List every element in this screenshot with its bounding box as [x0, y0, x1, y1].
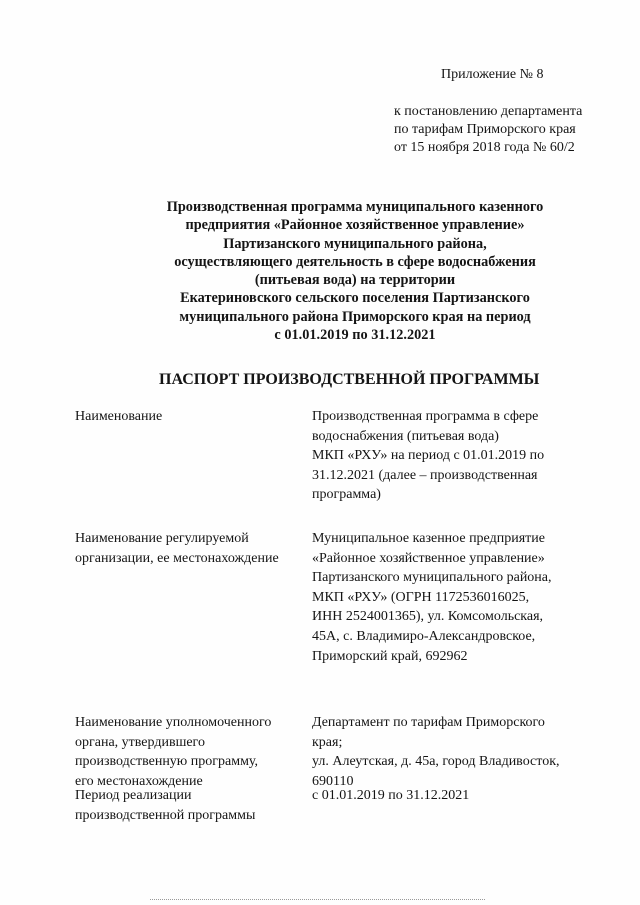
value-line: Муниципальное казенное предприятие	[312, 531, 545, 546]
value-line: ИНН 2524001365), ул. Комсомольская,	[312, 609, 544, 625]
label-line: Период реализации	[75, 788, 192, 803]
title-line: осуществляющего деятельность в сфере водоснабжения	[174, 253, 536, 270]
value-line: края;	[312, 734, 343, 750]
value-line: программа)	[312, 487, 381, 503]
appendix-number: Приложение № 8	[441, 67, 544, 82]
title-line: Екатериновского сельского поселения Партизанского	[180, 290, 530, 307]
page-cut-divider	[150, 899, 485, 902]
appendix-reference	[394, 103, 582, 157]
value-line: 690110	[312, 773, 354, 789]
reference-line: к постановлению департамента	[394, 104, 583, 119]
value-line: Департамент по тарифам Приморского	[312, 715, 545, 730]
reference-line: от 15 ноября 2018 года № 60/2	[394, 140, 575, 155]
value-line: водоснабжения (питьевая вода)	[312, 428, 499, 444]
title-line: Производственная программа муниципального казенного	[166, 199, 544, 215]
value-line: Партизанского муниципального района,	[312, 570, 552, 586]
value-line: Приморский край, 692962	[312, 648, 468, 664]
row-label	[75, 786, 305, 825]
label-line: его местонахождение	[75, 773, 203, 789]
title-line: с 01.01.2019 по 31.12.2021	[274, 327, 436, 344]
value-line: 45А, с. Владимиро-Александровское,	[312, 628, 536, 644]
label-line: организации, ее местонахождение	[75, 550, 279, 566]
row-value	[312, 529, 602, 666]
value-line: с 01.01.2019 по 31.12.2021	[312, 788, 470, 803]
value-line: МКП «РХУ» (ОГРН 1172536016025,	[312, 589, 530, 605]
label-line: производственной программы	[75, 807, 256, 823]
title-line: предприятия «Районное хозяйственное управление»	[185, 217, 525, 234]
document-title	[150, 198, 560, 344]
value-line: Производственная программа в сфере	[312, 409, 539, 424]
value-line: 31.12.2021 (далее – производственная	[312, 467, 538, 483]
value-line: «Районное хозяйственное управление»	[312, 550, 545, 566]
row-label	[75, 713, 305, 791]
row-label	[75, 407, 305, 427]
label-line: производственную программу,	[75, 754, 259, 770]
row-label	[75, 529, 305, 568]
label-line: Наименование	[75, 409, 163, 424]
title-line: Партизанского муниципального района,	[223, 235, 487, 252]
label-line: Наименование уполномоченного	[75, 715, 272, 730]
row-value	[312, 713, 602, 791]
value-line: МКП «РХУ» на период с 01.01.2019 по	[312, 448, 545, 464]
label-line: Наименование регулируемой	[75, 531, 249, 546]
passport-heading: ПАСПОРТ ПРОИЗВОДСТВЕННОЙ ПРОГРАММЫ	[159, 371, 540, 388]
row-value	[312, 786, 602, 806]
row-value	[312, 407, 602, 505]
reference-line: по тарифам Приморского края	[394, 122, 576, 137]
label-line: органа, утвердившего	[75, 734, 205, 750]
value-line: ул. Алеутская, д. 45а, город Владивосток,	[312, 754, 560, 770]
title-line: муниципального района Приморского края на период	[179, 308, 531, 325]
title-line: (питьевая вода) на территории	[254, 272, 456, 289]
